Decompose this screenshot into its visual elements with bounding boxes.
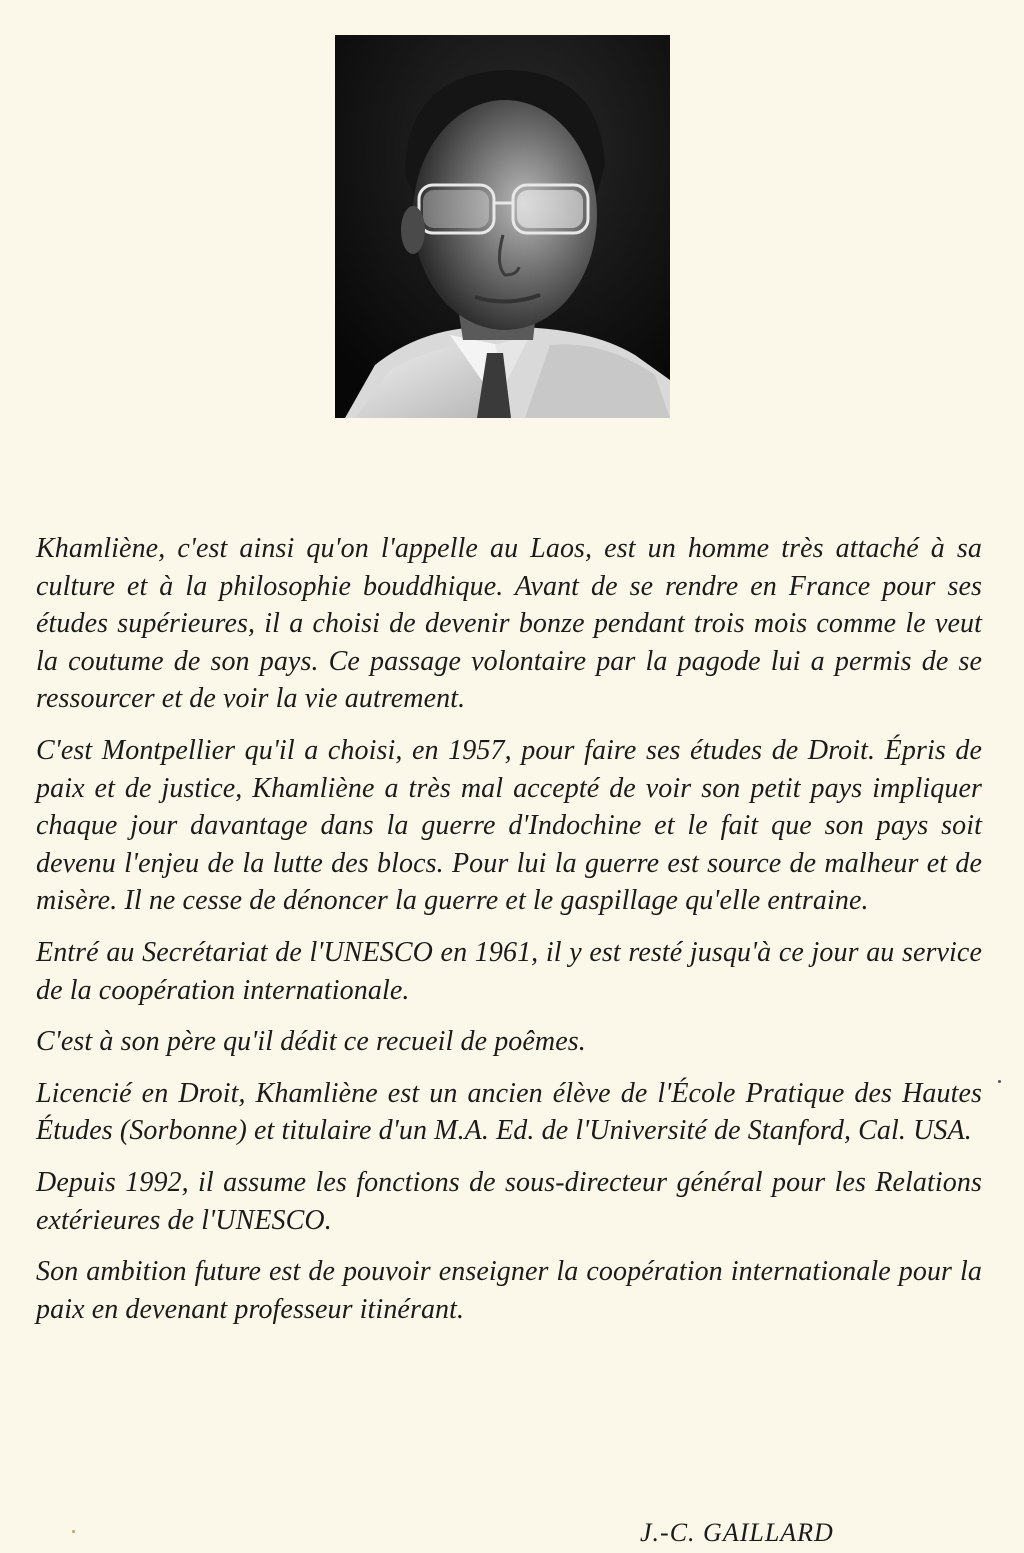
paragraph-current-role: Depuis 1992, il assume les fonctions de sous-directeur général pour les Relations extérieures de l'UNESCO. [36, 1166, 982, 1236]
author-portrait-photo [335, 35, 670, 418]
paragraph-studies: C'est Montpellier qu'il a choisi, en 1957, pour faire ses études de Droit. Épris de paix et de justice, Khamliène a très mal accepté de voir son petit pays impliquer chaque jour davantage dans la guerre d'Indochine et le fait que son pays soit devenu l'enjeu de la lutte des blocs. Pour lui la guerre est source de malheur et de misère. Il ne cesse de dénoncer la guerre et le gaspillage qu'elle entraine. [36, 734, 982, 917]
paragraph-unesco-career: Entré au Secrétariat de l'UNESCO en 1961, il y est resté jusqu'à ce jour au service de la coopération internationale. [36, 936, 982, 1006]
paragraph-ambition: Son ambition future est de pouvoir enseigner la coopération internationale pour la paix en devenant professeur itinérant. [36, 1256, 982, 1325]
author-signature: J.-C. GAILLARD [640, 1518, 834, 1547]
paper-speck [998, 1080, 1001, 1083]
portrait-photo-icon [335, 35, 670, 418]
paragraph-early-life: Khamliène, c'est ainsi qu'on l'appelle au Laos, est un homme très attaché à sa culture et à la philosophie bouddhique. Avant de se rendre en France pour ses études supérieures, il a choisi de devenir bonze pendant trois mois comme le veut la coutume de son pays. Ce passage volontaire par la pagode lui a permis de se ressourcer et de voir la vie autrement. [36, 533, 982, 715]
paragraph-education: Licencié en Droit, Khamliène est un ancien élève de l'École Pratique des Hautes Études (Sorbonne) et titulaire d'un M.A. Ed. de l'Université de Stanford, Cal. USA. [36, 1077, 982, 1147]
paper-speck [72, 1530, 75, 1533]
biography-text [36, 530, 982, 1342]
paragraph-dedication: C'est à son père qu'il dédit ce recueil de poêmes. [36, 1026, 586, 1058]
